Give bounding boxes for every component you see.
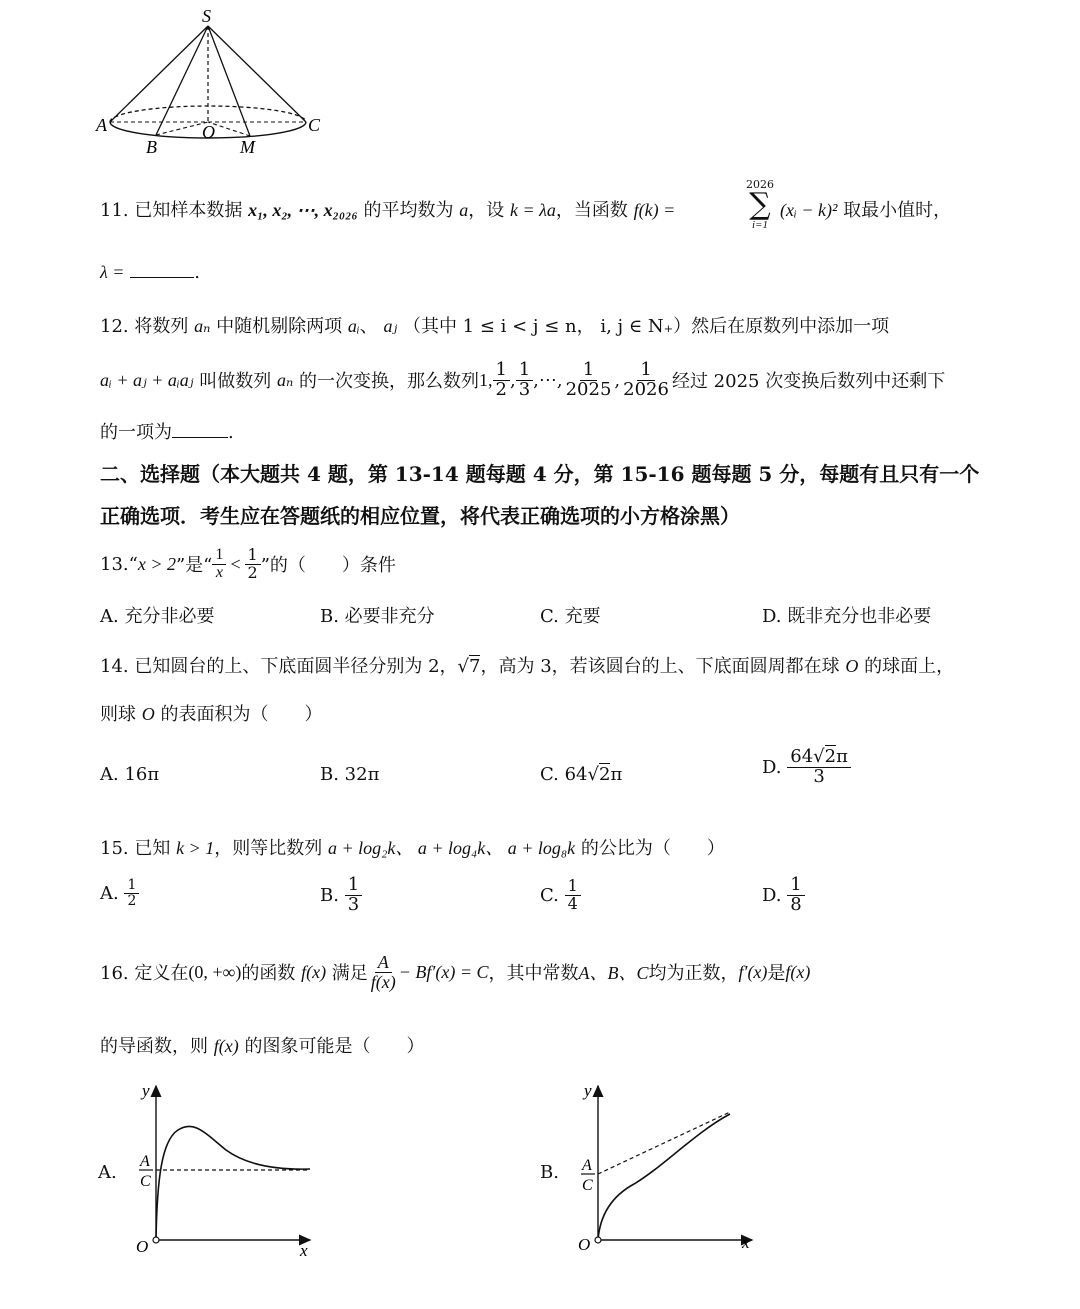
label-s: S (202, 6, 211, 26)
q16-mid2: 满足 (331, 963, 368, 984)
q15-opt-a-label: A. (100, 882, 119, 904)
q11-line1-tail (780, 196, 951, 222)
q14-option-d[interactable] (762, 748, 851, 787)
q15-opt-a-frac: $\frac{1}{2}$ (124, 878, 139, 908)
q11-tail: 取最小值时， (843, 200, 952, 221)
graph-b[interactable] (568, 1078, 768, 1258)
q16-mid5: 是 (767, 963, 786, 984)
q16-fx3: f(x) (213, 1036, 239, 1056)
graph-a-option-label[interactable]: A. (98, 1162, 117, 1183)
q12-text2: 的一次变换，那么数列 (299, 371, 479, 392)
q13-option-c[interactable]: C. 充要 (540, 606, 601, 627)
q16-line2-a: 的导函数，则 (100, 1036, 208, 1057)
q13-prefix: 13.“ (100, 553, 138, 575)
graph-b-option-label[interactable]: B. (540, 1162, 559, 1183)
q14-line2-b: 的表面积为（ ） (160, 704, 323, 725)
q14-line2-a: 则球 (100, 704, 136, 725)
q11-set: ，设 (468, 200, 505, 221)
q16-fpx: f′(x) (738, 961, 768, 982)
q16-mid1: 的函数 (241, 963, 296, 984)
q12-sep: 、 (359, 316, 378, 337)
q12-frac-3: $\frac{1}{2025}$ (565, 358, 612, 400)
q13-frac-b: $\frac{1}{2}$ (245, 547, 261, 582)
sqrt-icon: √ (587, 764, 599, 785)
q12-aj: aⱼ (383, 316, 398, 336)
q16-fx: f(x) (301, 961, 327, 982)
q13-lt: < (229, 553, 242, 574)
section2-line2: 正确选项．考生应在答题纸的相应位置，将代表正确选项的小方格涂黑） (100, 504, 740, 528)
q14-line2 (100, 700, 322, 726)
q11-answer-line (100, 262, 200, 283)
section2-line1: 二、选择题（本大题共 4 题，第 13-14 题每题 4 分，第 15-16 题每题 5 分，每题有且只有一个 (100, 462, 980, 486)
q12-prefix: 12. 将数列 (100, 316, 189, 337)
q11-prefix: 11. 已知样本数据 (100, 200, 243, 221)
label-c: C (308, 115, 321, 135)
q11-sum (745, 178, 775, 231)
q16-frac: $\frac{A}{f(x)}$ (370, 951, 396, 992)
q14-line1-c: 的球面上， (864, 656, 955, 677)
q14-o: O (845, 656, 859, 676)
q12-dots: ,⋯, (533, 369, 563, 391)
sqrt-icon: √ (813, 746, 825, 767)
q12-tail: 经过 2025 次变换后数列中还剩下 (671, 371, 946, 392)
q15-line (100, 834, 725, 860)
q16-mid4: 均为正数， (648, 963, 739, 984)
q14-o2: O (141, 704, 155, 724)
graph-b-origin: O (578, 1235, 591, 1254)
q15-option-b[interactable] (320, 876, 362, 915)
q16-eq: − Bf′(x) = C (398, 961, 489, 982)
q11-func: ，当函数 (555, 200, 628, 221)
q14-opt-c-pre: 64 (564, 764, 588, 785)
label-a: A (96, 115, 107, 135)
q13-line (100, 540, 396, 588)
q13-mid: ”是“ (175, 555, 213, 576)
q16-mid3: ，其中常数 (488, 963, 579, 984)
q13-frac-a: $\frac{1}{x}$ (212, 547, 226, 582)
q12-line3-end: . (228, 422, 234, 443)
q16-line2 (100, 1032, 424, 1058)
q16-domain: (0, +∞) (188, 961, 242, 982)
q16-fx2: f(x) (785, 961, 811, 982)
q14-opt-c-rad: 2 (598, 764, 611, 785)
q15-opt-c-frac: $\frac{1}{4}$ (565, 878, 581, 913)
graph-a[interactable] (128, 1078, 328, 1258)
q12-frac-4: $\frac{1}{2026}$ (623, 358, 669, 400)
q14-opt-d-label: D. (762, 756, 782, 778)
q14-option-c[interactable] (540, 764, 622, 785)
q11-a: a (459, 200, 469, 220)
q12-line3-text: 的一项为 (100, 422, 172, 443)
q15-opt-b-label: B. (320, 884, 339, 906)
q14-opt-c-label: C. (540, 764, 559, 785)
q12-an: aₙ (194, 316, 211, 336)
q14-line1 (100, 652, 954, 678)
q13-cond: x > 2 (137, 553, 176, 574)
q12-an2: aₙ (276, 369, 294, 390)
label-b: B (146, 137, 157, 156)
q11-sum-body: (xᵢ − k)² (780, 200, 838, 220)
q11-line1 (100, 196, 675, 222)
graph-b-asym-den: C (582, 1177, 593, 1194)
q11-answer-suffix: . (194, 262, 200, 283)
q15-terms: a + log₂k、 a + log₄k、 a + log₈k (327, 838, 576, 858)
q15-opt-d-label: D. (762, 884, 782, 906)
graph-a-y-label: y (142, 1081, 150, 1100)
graph-a-asym-den: C (140, 1173, 151, 1190)
q13-option-a[interactable]: A. 充分非必要 (100, 606, 215, 627)
q15-cond: k > 1 (176, 838, 215, 858)
q12-frac-2: $\frac{1}{3}$ (516, 361, 533, 400)
q14-option-b[interactable]: B. 32π (320, 764, 380, 785)
q14-option-a[interactable]: A. 16π (100, 764, 160, 785)
q11-data-expr: x₁, x₂, ⋯, x₂₀₂₆ (248, 200, 358, 220)
q11-sum-top: 2026 (746, 178, 774, 191)
q15-tail: 的公比为（ ） (580, 838, 725, 859)
q15-opt-b-frac: $\frac{1}{3}$ (345, 876, 362, 915)
q12-seq-start: 1, (479, 369, 493, 390)
q12-cond: （其中 1 ≤ i < j ≤ n， i, j ∈ N₊）然后在原数列中添加一项 (402, 316, 890, 337)
graph-b-y-label: y (584, 1081, 592, 1100)
q11-sum-bottom: i=1 (752, 219, 768, 231)
q15-option-c[interactable] (540, 878, 581, 913)
q16-prefix: 16. 定义在 (100, 963, 189, 984)
q11-answer-prefix: λ = (100, 262, 125, 282)
q12-line1 (100, 312, 889, 338)
q15-option-d[interactable] (762, 876, 805, 915)
q14-sqrt-val: 7 (469, 656, 481, 677)
q11-answer-blank[interactable] (130, 277, 194, 278)
q12-ai: aᵢ (347, 316, 360, 336)
q15-opt-c-label: C. (540, 884, 559, 906)
q16-line2-b: 的图象可能是（ ） (244, 1036, 425, 1057)
q12-answer-blank[interactable] (172, 437, 228, 438)
q14-opt-d-frac: $\frac{64√2\pi}{3}$ (787, 748, 851, 787)
q11-f-expr: f(k) = (633, 200, 676, 220)
q15-mid: ，则等比数列 (214, 838, 323, 859)
q16-consts: A、B、C (578, 963, 649, 983)
q11-mid: 的平均数为 (363, 200, 454, 221)
q12-frac-1: $\frac{1}{2}$ (493, 361, 510, 400)
q12-line3 (100, 418, 234, 444)
q15-prefix: 15. 已知 (100, 838, 171, 859)
cone-figure (90, 4, 330, 156)
sigma-icon: ∑ (749, 187, 771, 222)
graph-a-asym-num: A (140, 1153, 150, 1170)
label-o: O (202, 122, 215, 142)
q11-k-expr: k = λa (509, 200, 556, 220)
q13-tail: ”的（ ）条件 (260, 555, 396, 576)
graph-b-asym-num: A (582, 1157, 592, 1174)
q12-text: 叫做数列 (199, 371, 272, 392)
label-m: M (240, 137, 255, 156)
q12-line2: aᵢ + aⱼ + aᵢaⱼ 叫做数列 aₙ 的一次变换，那么数列 1, $\frac{1}{2}$ , $\frac{1}{3}$ ,⋯, $\frac{1}{2025}$ , $\frac{1}{2026}$ 经过 2025 次变换后数列中还剩下 (100, 358, 946, 400)
graph-a-x-label: x (300, 1241, 308, 1258)
q14-opt-c-post: π (610, 764, 623, 785)
q14-line1-a: 14. 已知圆台的上、下底面圆半径分别为 2， (100, 656, 458, 677)
q15-opt-d-frac: $\frac{1}{8}$ (787, 876, 804, 915)
q16-line1 (100, 944, 810, 1000)
q13-option-d[interactable]: D. 既非充分也非必要 (762, 606, 932, 627)
q13-option-b[interactable]: B. 必要非充分 (320, 606, 435, 627)
graph-a-origin: O (136, 1237, 149, 1256)
q12-mid: 中随机剔除两项 (216, 316, 343, 337)
graph-b-x-label: x (742, 1233, 750, 1252)
sqrt-icon: √ (457, 656, 470, 677)
q15-option-a[interactable] (100, 878, 139, 908)
q14-line1-b: ，高为 3，若该圆台的上、下底面圆周都在球 (480, 656, 840, 677)
q12-expr: aᵢ + aⱼ + aᵢaⱼ (100, 369, 194, 390)
